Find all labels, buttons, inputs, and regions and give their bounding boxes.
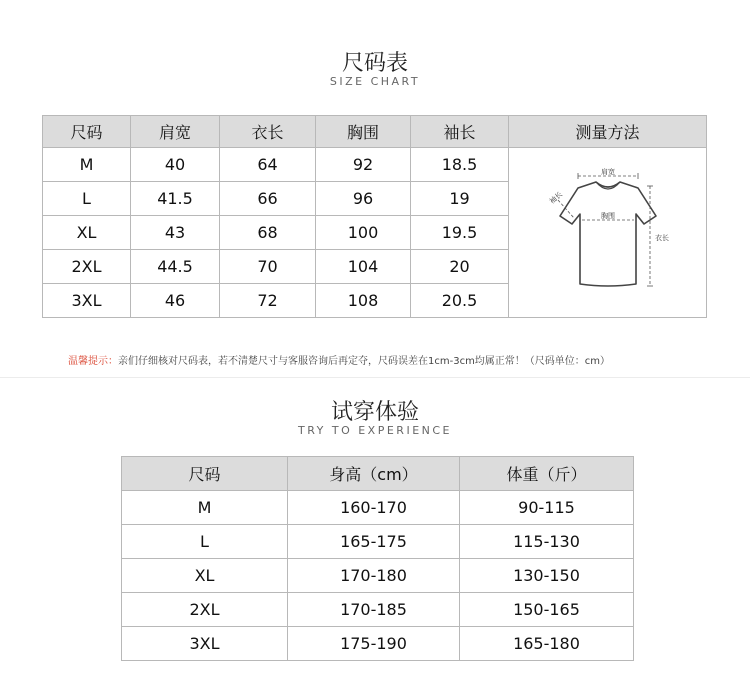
- size-cell: M: [43, 148, 131, 182]
- diagram-shoulder-label: 肩宽: [600, 167, 615, 176]
- size-cell: 3XL: [43, 284, 131, 318]
- size-cell: 2XL: [122, 593, 288, 627]
- height-cell: 175-190: [288, 627, 460, 661]
- size-cell: XL: [43, 216, 131, 250]
- sleeve-cell: 19.5: [411, 216, 509, 250]
- header-cell: 测量方法: [509, 116, 707, 148]
- height-cell: 170-180: [288, 559, 460, 593]
- trial-subtitle: TRY TO EXPERIENCE: [297, 424, 452, 437]
- section-divider: [0, 377, 750, 378]
- size-cell: M: [122, 491, 288, 525]
- chest-cell: 104: [316, 250, 411, 284]
- table-row: [122, 593, 634, 627]
- header-cell: 袖长: [411, 116, 509, 148]
- weight-cell: 130-150: [460, 559, 634, 593]
- shoulder-cell: 44.5: [131, 250, 220, 284]
- size-chart-subtitle: SIZE CHART: [329, 75, 421, 88]
- header-cell: 身高（cm）: [288, 457, 460, 491]
- length-cell: 70: [220, 250, 316, 284]
- table-row: [43, 148, 707, 182]
- weight-cell: 150-165: [460, 593, 634, 627]
- table-header-row: [122, 457, 634, 491]
- weight-cell: 115-130: [460, 525, 634, 559]
- weight-cell: 90-115: [460, 491, 634, 525]
- size-chart-title: 尺码表: [341, 51, 408, 76]
- header-cell: 胸围: [316, 116, 411, 148]
- sleeve-cell: 18.5: [411, 148, 509, 182]
- shoulder-cell: 41.5: [131, 182, 220, 216]
- table-row: [122, 559, 634, 593]
- size-cell: L: [43, 182, 131, 216]
- chest-cell: 92: [316, 148, 411, 182]
- length-cell: 68: [220, 216, 316, 250]
- header-cell: 尺码: [122, 457, 288, 491]
- trial-table: [121, 456, 634, 661]
- shoulder-cell: 46: [131, 284, 220, 318]
- height-cell: 170-185: [288, 593, 460, 627]
- diagram-length-label: 衣长: [654, 233, 669, 242]
- header-cell: 尺码: [43, 116, 131, 148]
- chest-cell: 108: [316, 284, 411, 318]
- measurement-diagram-cell: [509, 148, 707, 318]
- table-row: [122, 627, 634, 661]
- table-header-row: [43, 116, 707, 148]
- header-cell: 衣长: [220, 116, 316, 148]
- chest-cell: 100: [316, 216, 411, 250]
- shoulder-cell: 43: [131, 216, 220, 250]
- trial-title: 试穿体验: [330, 400, 419, 425]
- header-cell: 肩宽: [131, 116, 220, 148]
- tip-text: 亲们仔细核对尺码表，若不清楚尺寸与客服咨询后再定夺，尺码误差在1cm-3cm均属正常！（尺码单位：cm）: [118, 356, 611, 367]
- sleeve-cell: 20: [411, 250, 509, 284]
- sleeve-cell: 20.5: [411, 284, 509, 318]
- diagram-chest-label: 胸围: [600, 211, 615, 220]
- tip-label: 温馨提示：: [68, 356, 118, 367]
- length-cell: 66: [220, 182, 316, 216]
- sleeve-cell: 19: [411, 182, 509, 216]
- height-cell: 165-175: [288, 525, 460, 559]
- height-cell: 160-170: [288, 491, 460, 525]
- chest-cell: 96: [316, 182, 411, 216]
- weight-cell: 165-180: [460, 627, 634, 661]
- size-cell: 3XL: [122, 627, 288, 661]
- diagram-sleeve-label: 袖长: [547, 189, 564, 206]
- length-cell: 72: [220, 284, 316, 318]
- size-tip: [68, 352, 610, 367]
- header-cell: 体重（斤）: [460, 457, 634, 491]
- size-cell: 2XL: [43, 250, 131, 284]
- length-cell: 64: [220, 148, 316, 182]
- size-cell: L: [122, 525, 288, 559]
- size-chart-table: [42, 115, 707, 318]
- tshirt-outline: [560, 182, 656, 286]
- tshirt-measurement-diagram: [528, 158, 688, 308]
- size-cell: XL: [122, 559, 288, 593]
- table-row: [122, 491, 634, 525]
- table-row: [122, 525, 634, 559]
- shoulder-cell: 40: [131, 148, 220, 182]
